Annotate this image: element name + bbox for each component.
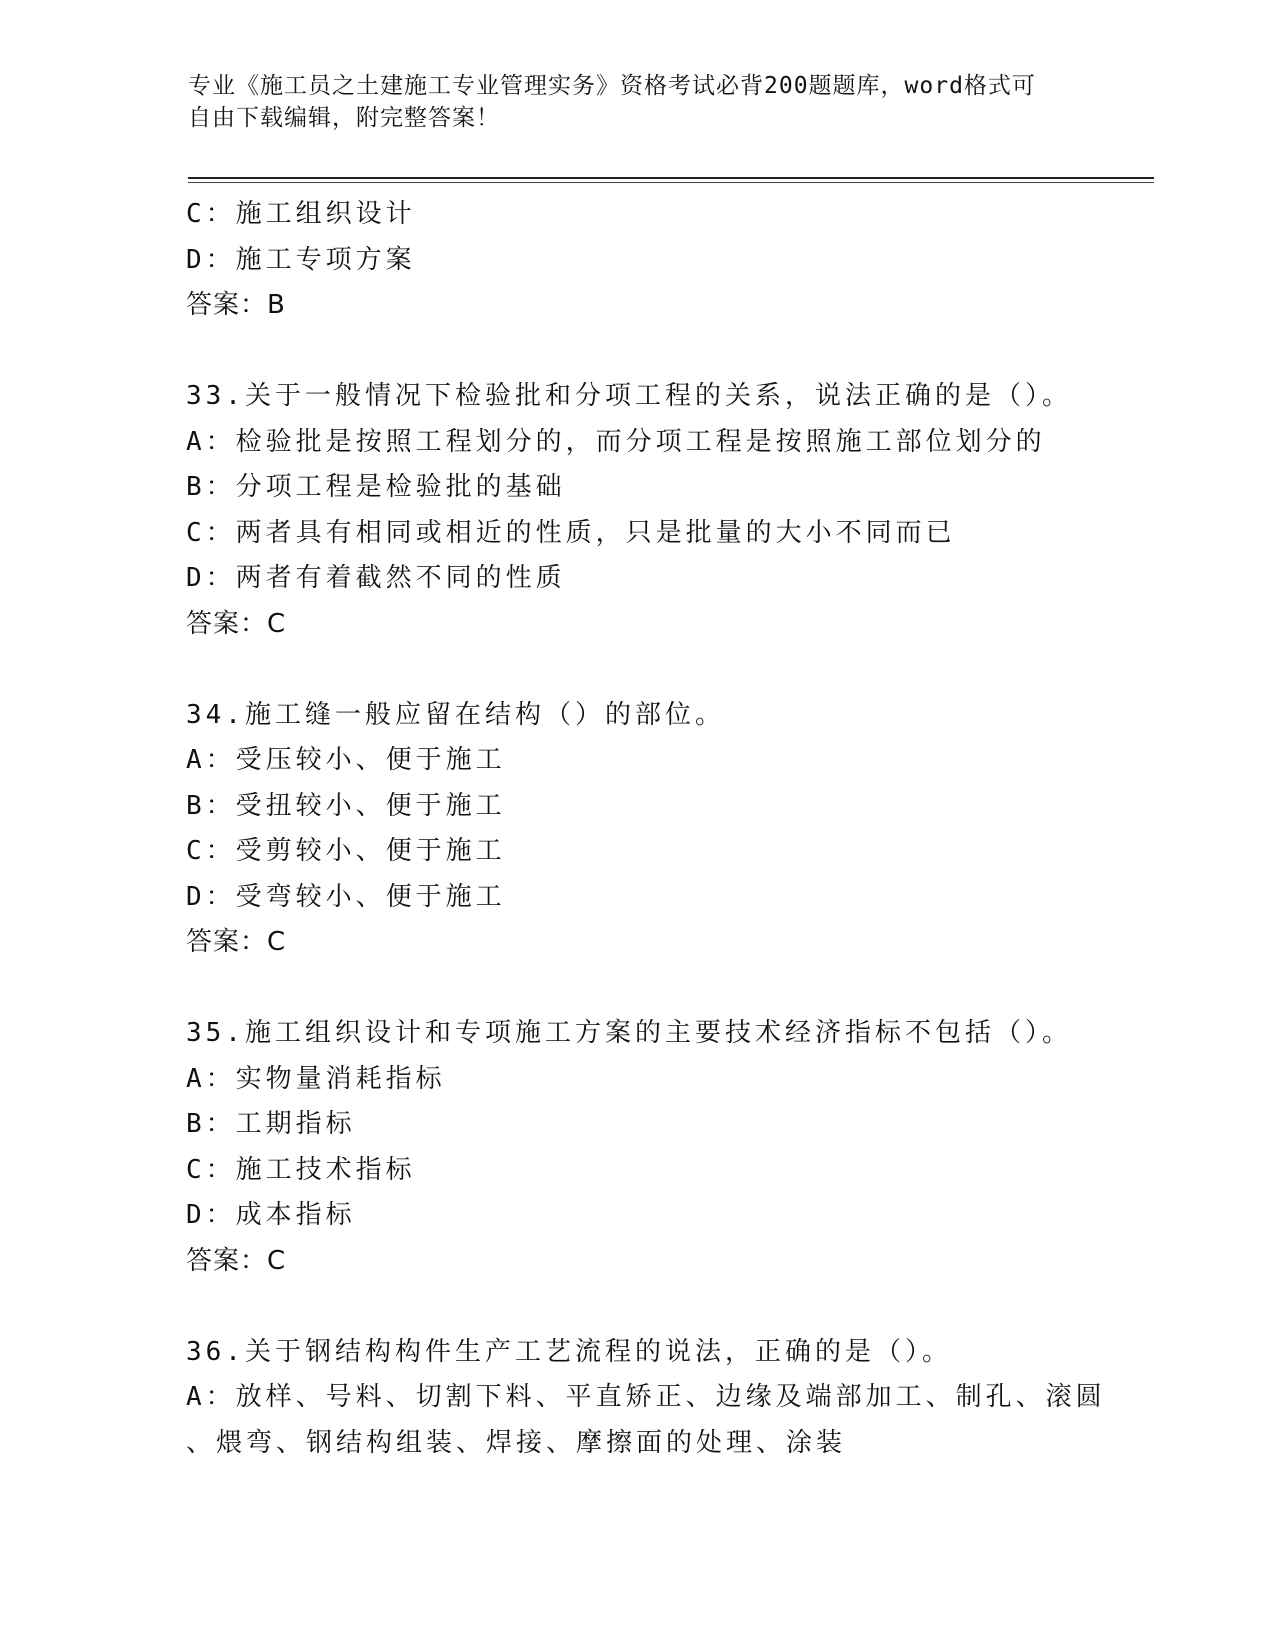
answer-line: 答案：C xyxy=(186,608,287,639)
option-a: A：放样、号料、切割下料、平直矫正、边缘及端部加工、制孔、滚圆 xyxy=(186,1382,1106,1412)
option-c: C：施工技术指标 xyxy=(186,1154,416,1185)
document-header xyxy=(188,70,1088,134)
question-35 xyxy=(186,1011,1146,1284)
option-b: B：受扭较小、便于施工 xyxy=(186,790,506,821)
option-a-continued: 、煨弯、钢结构组装、焊接、摩擦面的处理、涂装 xyxy=(186,1427,847,1458)
answer-line: 答案：B xyxy=(186,290,286,320)
answer-line: 答案：C xyxy=(186,927,287,957)
option-c: C：两者具有相同或相近的性质，只是批量的大小不同而已 xyxy=(186,517,956,548)
option-d: D：受弯较小、便于施工 xyxy=(186,881,506,912)
header-divider-thick xyxy=(188,177,1154,179)
header-line-2: 自由下载编辑，附完整答案！ xyxy=(188,105,500,131)
option-c: C：受剪较小、便于施工 xyxy=(186,836,506,866)
option-d: D：两者有着截然不同的性质 xyxy=(186,563,566,593)
question-stem: 36.关于钢结构构件生产工艺流程的说法，正确的是（）。 xyxy=(186,1336,952,1367)
question-stem: 33.关于一般情况下检验批和分项工程的关系，说法正确的是（）。 xyxy=(186,381,1072,411)
option-c: C：施工组织设计 xyxy=(186,199,416,229)
question-33 xyxy=(186,374,1146,647)
question-34 xyxy=(186,693,1146,966)
option-a: A：检验批是按照工程划分的，而分项工程是按照施工部位划分的 xyxy=(186,426,1046,457)
question-stem: 35.施工组织设计和专项施工方案的主要技术经济指标不包括（）。 xyxy=(186,1018,1072,1048)
option-b: B：工期指标 xyxy=(186,1109,356,1139)
answer-line: 答案：C xyxy=(186,1245,287,1276)
option-d: D：成本指标 xyxy=(186,1200,356,1230)
header-divider-thin xyxy=(188,182,1154,183)
question-36 xyxy=(186,1330,1146,1467)
question-stem: 34.施工缝一般应留在结构（）的部位。 xyxy=(186,699,725,730)
option-a: A：实物量消耗指标 xyxy=(186,1063,446,1094)
question-list xyxy=(186,192,1146,1466)
option-a: A：受压较小、便于施工 xyxy=(186,745,506,775)
option-b: B：分项工程是检验批的基础 xyxy=(186,472,566,502)
option-d: D：施工专项方案 xyxy=(186,244,416,275)
question-continued xyxy=(186,192,1146,329)
header-line-1: 专业《施工员之土建施工专业管理实务》资格考试必背200题题库，word格式可 xyxy=(188,73,1036,99)
